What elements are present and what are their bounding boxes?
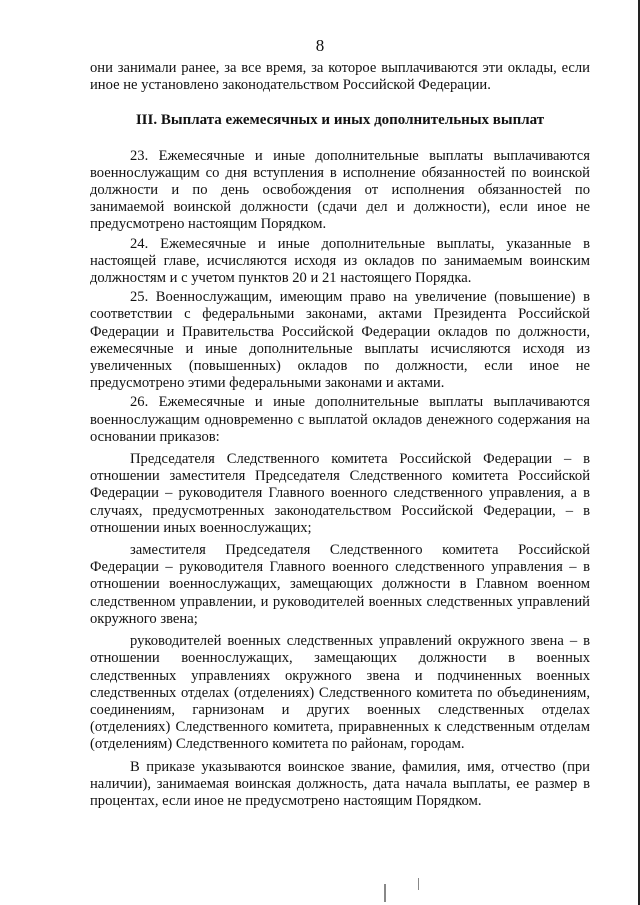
section-heading: III. Выплата ежемесячных и иных дополнительных выплат — [135, 112, 545, 129]
paragraph-24: 24. Ежемесячные и иные дополнительные выплаты, указанные в настоящей главе, исчисляются исходя из окладов по занимаемым воинским должностям и с учетом пунктов 20 и 21 настоящего Порядка. — [90, 235, 590, 287]
paragraph-26: 26. Ежемесячные и иные дополнительные выплаты выплачиваются военнослужащим одновременно с выплатой окладов денежного содержания на основании приказов: — [90, 394, 590, 445]
paragraph-deputy-chairman: заместителя Председателя Следственного комитета Российской Федерации – руководителя Главного военного следственного управления – в отношении военнослужащих, замещающих должности в Главном военном следственном управлении, и руководителей военных следственных управлений окружного звена; — [90, 542, 590, 627]
paragraph-23: 23. Ежемесячные и иные дополнительные выплаты выплачиваются военнослужащим со дня вступления в исполнение обязанностей по воинской должности и по день освобождения от исполнения обязанностей по занимаемой воинской должности (сдачи дел и должности), если иное не предусмотрено настоящим Порядком. — [90, 147, 590, 233]
paragraph-chairman: Председателя Следственного комитета Российской Федерации – в отношении заместителя Председателя Следственного комитета Российской Федерации – руководителя Главного военного следственного управления, а в случаях, предусмотренных законодательством Российской Федерации, – в отношении иных военнослужащих; — [90, 451, 590, 536]
page-number: 8 — [315, 36, 325, 55]
paragraph-continuation: они занимали ранее, за все время, за которое выплачиваются эти оклады, если иное не установлено законодательством Российской Федерации. — [90, 60, 590, 94]
paragraph-25: 25. Военнослужащим, имеющим право на увеличение (повышение) в соответствии с федеральными законами, актами Президента Российской Федерации и Правительства Российской Федерации окладов по должности, ежемесячные и иные дополнительные выплаты исчисляются исходя из увеличенных (повышенных) окладов по должности, если иное не предусмотрено этими федеральными законами и актами. — [90, 289, 590, 392]
scan-artifact-mark — [384, 884, 386, 902]
paragraph-district-heads: руководителей военных следственных управлений окружного звена – в отношении военнослужащих, замещающих должности в военных следственных управлениях окружного звена и подчиненных военных следственных отделах (отделениях) Следственного комитета по объединениям, соединениям, гарнизонам и других военных следственных отделах (отделениях) Следственного комитета, приравненных к следственным отделам (отделениям) Следственного комитета по районам, городам. — [90, 633, 590, 753]
scan-artifact-mark — [418, 878, 419, 890]
paragraph-order-contents: В приказе указываются воинское звание, фамилия, имя, отчество (при наличии), занимаемая воинская должность, дата начала выплаты, ее размер в процентах, если иное не предусмотрено настоящим Порядком. — [90, 758, 590, 809]
document-body — [90, 60, 590, 810]
